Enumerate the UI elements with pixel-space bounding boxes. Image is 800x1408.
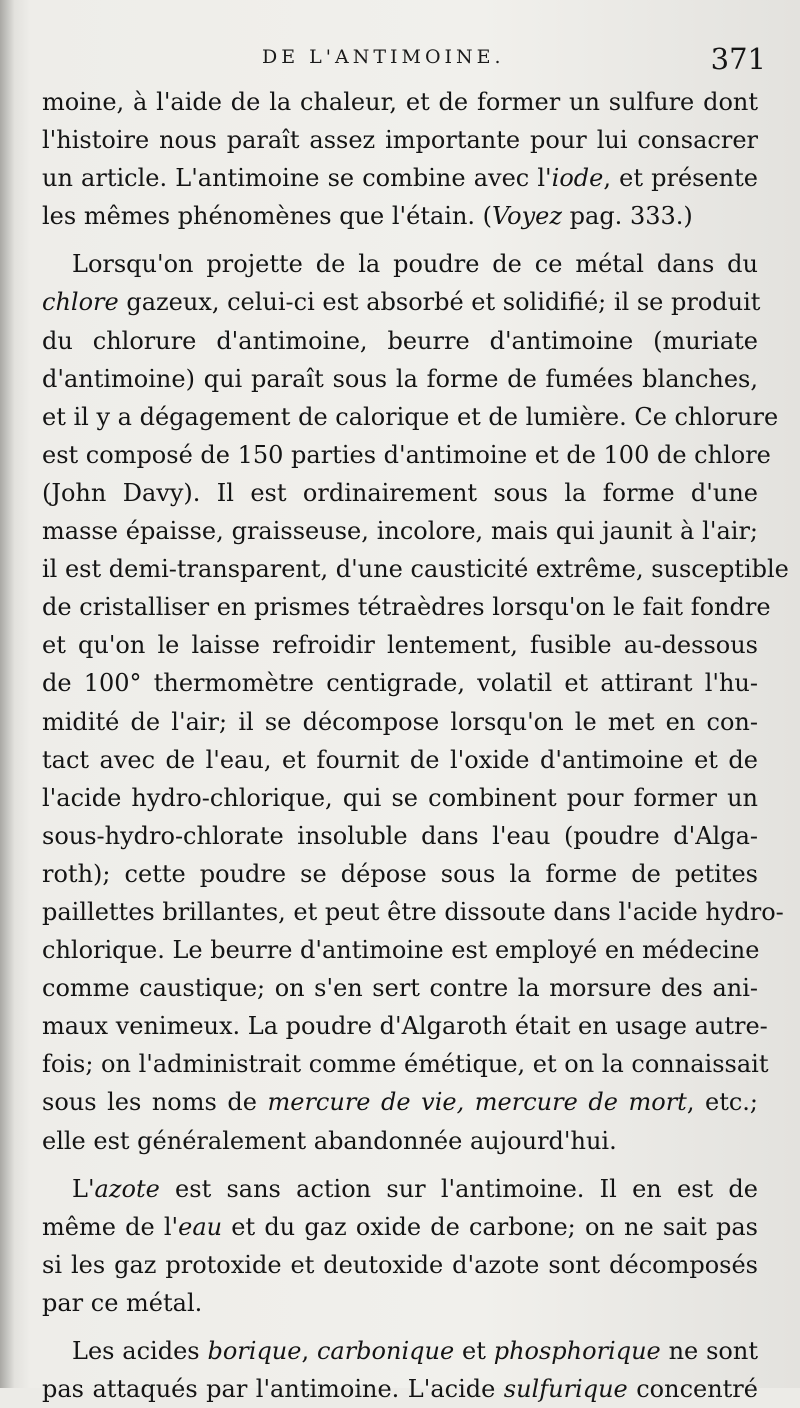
body-text <box>42 83 789 1408</box>
paragraph-gap <box>42 235 758 245</box>
text-line: Les acides borique, carbonique et phosphorique ne sont <box>72 1337 758 1365</box>
text-line: moine, à l'aide de la chaleur, et de former un sulfure dont <box>42 88 758 116</box>
text-line: l'acide hydro-chlorique, qui se combinent pour former un <box>42 783 758 812</box>
page-gutter-shadow <box>0 0 14 1388</box>
text-line: d'antimoine) qui paraît sous la forme de fumées blanches, <box>42 364 758 393</box>
text-line: il est demi-transparent, d'une causticité extrême, susceptible <box>42 555 789 584</box>
text-line: paillettes brillantes, et peut être dissoute dans l'acide hydro- <box>42 897 784 926</box>
text-line: (John Davy). Il est ordinairement sous la forme d'une <box>42 478 758 507</box>
text-line: sous-hydro-chlorate insoluble dans l'eau (poudre d'Alga- <box>42 821 758 850</box>
paragraph-gap <box>42 1322 758 1332</box>
page-number: 371 <box>710 42 766 76</box>
text-line: midité de l'air; il se décompose lorsqu'on le met en con- <box>42 707 758 736</box>
text-line: chlorique. Le beurre d'antimoine est employé en médecine <box>42 936 760 965</box>
text-line: chlore gazeux, celui-ci est absorbé et solidifié; il se produit <box>42 288 761 317</box>
text-line: Lorsqu'on projette de la poudre de ce métal dans du <box>72 250 758 279</box>
paragraph-gap <box>42 1160 758 1170</box>
text-line: les mêmes phénomènes que l'étain. (Voyez pag. 333.) <box>42 202 693 231</box>
text-line: pas attaqués par l'antimoine. L'acide sulfurique concentré <box>42 1375 758 1404</box>
text-line: tact avec de l'eau, et fournit de l'oxide d'antimoine et de <box>42 745 758 774</box>
text-line: comme caustique; on s'en sert contre la morsure des ani- <box>42 974 758 1003</box>
text-line: par ce métal. <box>42 1288 203 1317</box>
text-line: est composé de 150 parties d'antimoine et de 100 de chlore <box>42 440 771 469</box>
text-line: l'histoire nous paraît assez importante pour lui consacrer <box>42 126 758 155</box>
text-line: de 100° thermomètre centigrade, volatil et attirant l'hu- <box>42 669 758 698</box>
text-line: fois; on l'administrait comme émétique, et on la connaissait <box>42 1050 769 1079</box>
text-line: un article. L'antimoine se combine avec l'iode, et présente <box>42 164 758 193</box>
text-line: maux venimeux. La poudre d'Algaroth était en usage autre- <box>42 1012 768 1041</box>
text-line: et il y a dégagement de calorique et de lumière. Ce chlorure <box>42 402 779 431</box>
text-line: de cristalliser en prismes tétraèdres lorsqu'on le fait fondre <box>42 593 771 622</box>
text-line: et qu'on le laisse refroidir lentement, fusible au-dessous <box>42 631 758 660</box>
text-line: sous les noms de mercure de vie, mercure de mort, etc.; <box>42 1088 758 1117</box>
text-line: elle est généralement abandonnée aujourd'hui. <box>42 1126 617 1155</box>
text-line: roth); cette poudre se dépose sous la forme de petites <box>42 859 758 888</box>
text-line: masse épaisse, graisseuse, incolore, mais qui jaunit à l'air; <box>42 517 758 546</box>
running-title: DE L'ANTIMOINE. <box>262 46 505 68</box>
text-line: si les gaz protoxide et deutoxide d'azote sont décomposés <box>42 1250 758 1279</box>
running-header <box>0 42 800 82</box>
text-line: du chlorure d'antimoine, beurre d'antimoine (muriate <box>42 326 758 355</box>
text-line: même de l'eau et du gaz oxide de carbone; on ne sait pas <box>42 1212 758 1241</box>
text-line: L'azote est sans action sur l'antimoine. Il en est de <box>72 1174 758 1203</box>
